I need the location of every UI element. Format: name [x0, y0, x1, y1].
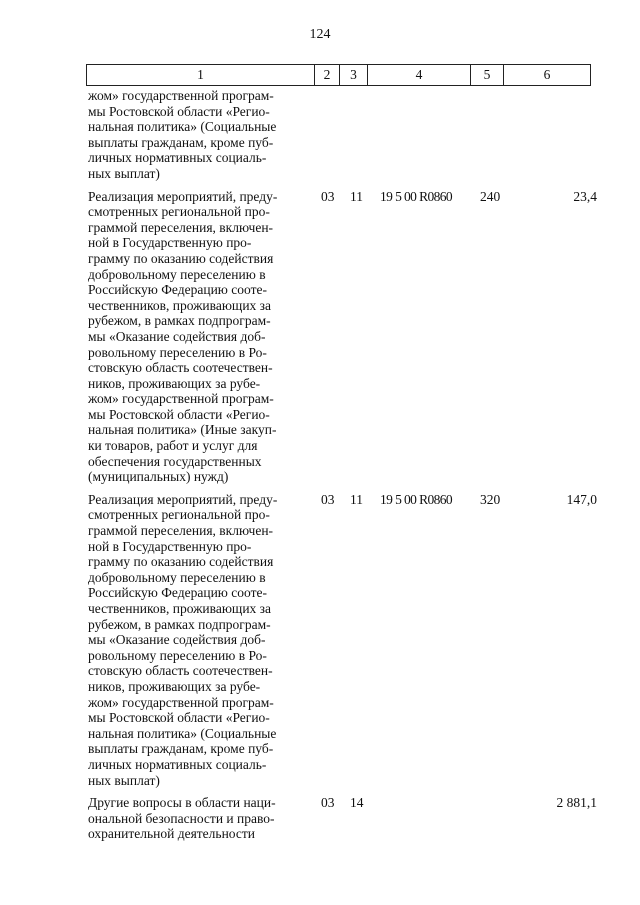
header-col-3: 3: [340, 65, 368, 85]
row-pr: 11: [350, 188, 363, 204]
row-csr: 19 5 00 R0860: [380, 491, 453, 507]
table-row: [88, 189, 600, 485]
row-vr: 320: [480, 491, 501, 507]
row-pr: 11: [350, 491, 363, 507]
row-amount: 147,0: [566, 491, 597, 507]
page-number: 124: [309, 27, 331, 42]
row-rz: 03: [321, 188, 335, 204]
header-col-5: 5: [471, 65, 504, 85]
row-description: жом» государственной програм- мы Ростовской области «Регио- нальная политика» (Социальные выплаты гражданам, кроме пуб- личных нормативных социаль- ных выплат): [88, 88, 277, 181]
header-col-4: 4: [368, 65, 471, 85]
table-row: [88, 795, 600, 842]
row-vr: 240: [480, 188, 501, 204]
row-description: Реализация мероприятий, преду- смотренных региональной про- граммой переселения, включен- ной в Государственную про- грамму по оказанию содействия добровольному переселению в Российскую Федерацию сооте- чественников, проживающих за рубежом, в рамках подпрограм- мы «Оказание содействия доб- ровольному переселению в Ро- стовскую область соотечествен- ников, проживающих за рубе- жом» государственной програм- мы Ростовской области «Регио- нальная политика» (Иные закуп- ки товаров, работ и услуг для обеспечения государственных (муниципальных) нужд): [88, 188, 278, 485]
table-header: [86, 64, 591, 86]
row-amount: 23,4: [573, 188, 597, 204]
row-rz: 03: [321, 795, 335, 811]
header-col-2: 2: [315, 65, 340, 85]
table-body: [88, 88, 600, 842]
header-col-1: 1: [87, 65, 315, 85]
row-description: Другие вопросы в области наци- ональной безопасности и право- охранительной деятельности: [88, 795, 276, 842]
row-pr: 14: [350, 795, 364, 811]
row-amount: 2 881,1: [556, 795, 597, 811]
table-row: [88, 88, 600, 182]
row-rz: 03: [321, 491, 335, 507]
table-row: [88, 492, 600, 788]
row-description: Реализация мероприятий, преду- смотренных региональной про- граммой переселения, включен- ной в Государственную про- грамму по оказанию содействия добровольному переселению в Российскую Федерацию сооте- чественников, проживающих за рубежом, в рамках подпрограм- мы «Оказание содействия доб- ровольному переселению в Ро- стовскую область соотечествен- ников, проживающих за рубе- жом» государственной програм- мы Ростовской области «Регио- нальная политика» (Социальные выплаты гражданам, кроме пуб- личных нормативных социаль- ных выплат): [88, 491, 278, 788]
row-csr: 19 5 00 R0860: [380, 188, 453, 204]
header-col-6: 6: [504, 65, 591, 85]
